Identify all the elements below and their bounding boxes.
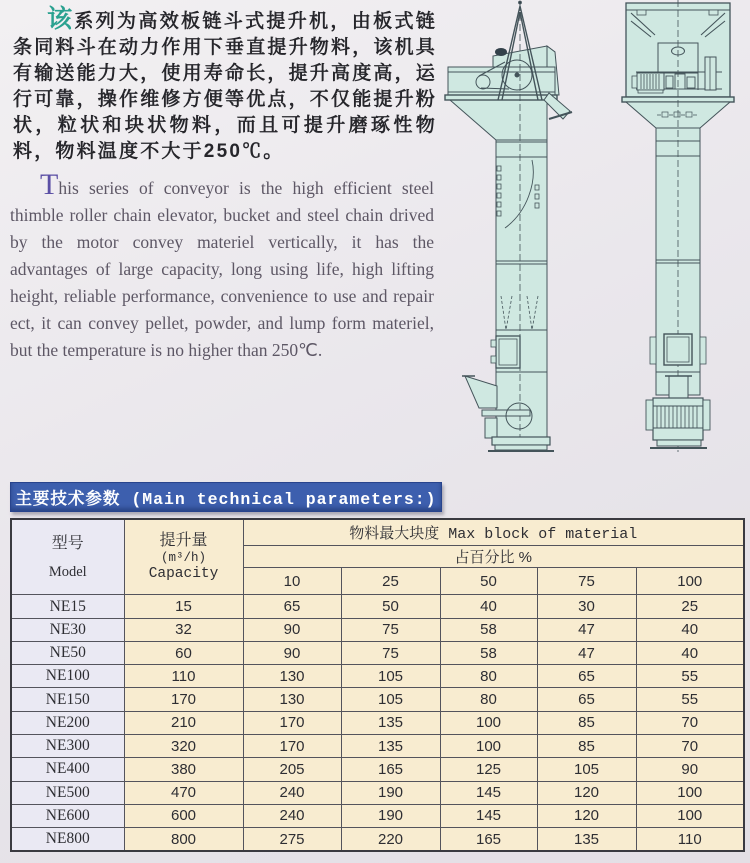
table-row-ne500	[11, 781, 744, 804]
drop-cap-cn: 该	[47, 5, 75, 33]
model-cell: NE800	[11, 828, 124, 851]
capacity-cell: 380	[124, 758, 243, 781]
table-row-ne400	[11, 758, 744, 781]
elevator-front-view	[622, 0, 734, 452]
header-percent: 占百分比 %	[243, 545, 744, 567]
parameters-table	[10, 518, 745, 852]
header-model-cell	[11, 519, 124, 595]
value-cell: 65	[243, 595, 341, 618]
value-cell: 165	[341, 758, 440, 781]
model-cell: NE200	[11, 711, 124, 734]
value-cell: 100	[440, 735, 537, 758]
value-cell: 100	[636, 781, 744, 804]
value-cell: 105	[341, 688, 440, 711]
value-cell: 80	[440, 665, 537, 688]
capacity-cell: 210	[124, 711, 243, 734]
value-cell: 165	[440, 828, 537, 851]
value-cell: 90	[243, 618, 341, 641]
section-title-bar	[10, 482, 442, 512]
value-cell: 30	[537, 595, 636, 618]
value-cell: 50	[341, 595, 440, 618]
value-cell: 105	[341, 665, 440, 688]
header-pct-25: 25	[341, 568, 440, 595]
value-cell: 70	[636, 711, 744, 734]
model-cell: NE50	[11, 641, 124, 664]
table-row-ne150	[11, 688, 744, 711]
header-pct-10: 10	[243, 568, 341, 595]
table-row-ne15	[11, 595, 744, 618]
value-cell: 240	[243, 804, 341, 827]
value-cell: 47	[537, 641, 636, 664]
model-cell: NE150	[11, 688, 124, 711]
capacity-cell: 110	[124, 665, 243, 688]
capacity-cell: 170	[124, 688, 243, 711]
table-row-ne200	[11, 711, 744, 734]
value-cell: 275	[243, 828, 341, 851]
intro-paragraph-en	[10, 170, 434, 364]
value-cell: 25	[636, 595, 744, 618]
drop-cap-en: T	[40, 168, 59, 201]
value-cell: 55	[636, 665, 744, 688]
header-row-group	[11, 519, 744, 545]
value-cell: 125	[440, 758, 537, 781]
value-cell: 90	[636, 758, 744, 781]
value-cell: 80	[440, 688, 537, 711]
header-pct-100: 100	[636, 568, 744, 595]
table-row-ne50	[11, 641, 744, 664]
table-row-ne800	[11, 828, 744, 851]
model-cell: NE100	[11, 665, 124, 688]
value-cell: 170	[243, 711, 341, 734]
intro-paragraph-cn	[13, 6, 437, 165]
value-cell: 135	[341, 711, 440, 734]
header-model-en: Model	[48, 563, 87, 580]
value-cell: 58	[440, 641, 537, 664]
value-cell: 135	[341, 735, 440, 758]
value-cell: 190	[341, 804, 440, 827]
capacity-cell: 470	[124, 781, 243, 804]
table-row-ne30	[11, 618, 744, 641]
value-cell: 190	[341, 781, 440, 804]
value-cell: 130	[243, 665, 341, 688]
value-cell: 85	[537, 735, 636, 758]
capacity-cell: 320	[124, 735, 243, 758]
value-cell: 100	[636, 804, 744, 827]
intro-cn-text: 系列为高效板链斗式提升机，由板式链条同料斗在动力作用下垂直提升物料，该机具有输送能力大，使用寿命长，提升高度高，运行可靠，操作维修方便等优点，不仅能提升粉状，粒状和块状物料，而且可提升磨琢性物料，物料温度不大于250℃。	[13, 11, 438, 162]
elevator-side-view	[445, 1, 572, 452]
value-cell: 90	[243, 641, 341, 664]
header-pct-75: 75	[537, 568, 636, 595]
section-title-text: 主要技术参数 (Main technical parameters:)	[15, 490, 437, 509]
value-cell: 58	[440, 618, 537, 641]
value-cell: 85	[537, 711, 636, 734]
value-cell: 70	[636, 735, 744, 758]
model-cell: NE500	[11, 781, 124, 804]
header-pct-50: 50	[440, 568, 537, 595]
value-cell: 65	[537, 665, 636, 688]
capacity-cell: 32	[124, 618, 243, 641]
value-cell: 145	[440, 781, 537, 804]
table-row-ne600	[11, 804, 744, 827]
value-cell: 205	[243, 758, 341, 781]
elevator-technical-drawings	[435, 0, 750, 465]
header-capacity-en: Capacity	[148, 566, 219, 583]
value-cell: 40	[636, 618, 744, 641]
value-cell: 75	[341, 618, 440, 641]
header-model-cn: 型号	[51, 534, 84, 552]
value-cell: 170	[243, 735, 341, 758]
value-cell: 40	[636, 641, 744, 664]
header-capacity-cell	[124, 519, 243, 595]
model-cell: NE30	[11, 618, 124, 641]
value-cell: 120	[537, 781, 636, 804]
model-cell: NE600	[11, 804, 124, 827]
table-row-ne100	[11, 665, 744, 688]
model-cell: NE400	[11, 758, 124, 781]
value-cell: 240	[243, 781, 341, 804]
value-cell: 120	[537, 804, 636, 827]
value-cell: 55	[636, 688, 744, 711]
value-cell: 130	[243, 688, 341, 711]
capacity-cell: 600	[124, 804, 243, 827]
model-cell: NE300	[11, 735, 124, 758]
model-cell: NE15	[11, 595, 124, 618]
capacity-cell: 15	[124, 595, 243, 618]
capacity-cell: 800	[124, 828, 243, 851]
value-cell: 100	[440, 711, 537, 734]
value-cell: 220	[341, 828, 440, 851]
value-cell: 65	[537, 688, 636, 711]
value-cell: 105	[537, 758, 636, 781]
table-row-ne300	[11, 735, 744, 758]
value-cell: 75	[341, 641, 440, 664]
header-capacity-unit: (m³/h)	[160, 551, 206, 566]
value-cell: 145	[440, 804, 537, 827]
value-cell: 110	[636, 828, 744, 851]
value-cell: 135	[537, 828, 636, 851]
header-capacity-cn: 提升量	[159, 532, 208, 550]
intro-en-text: his series of conveyor is the high efficient steel thimble roller chain elevator, bucket and steel chain drived by the motor convey materiel vertically, it has the advantages of large capacity, long using life, high lifting height, reliable performance, convenience to use and repair ect, it can convey pellet, powder, and lump form materiel, but the temperature is no higher than 250℃.	[10, 178, 434, 360]
capacity-cell: 60	[124, 641, 243, 664]
value-cell: 47	[537, 618, 636, 641]
header-max-block: 物料最大块度 Max block of material	[243, 519, 744, 545]
value-cell: 40	[440, 595, 537, 618]
